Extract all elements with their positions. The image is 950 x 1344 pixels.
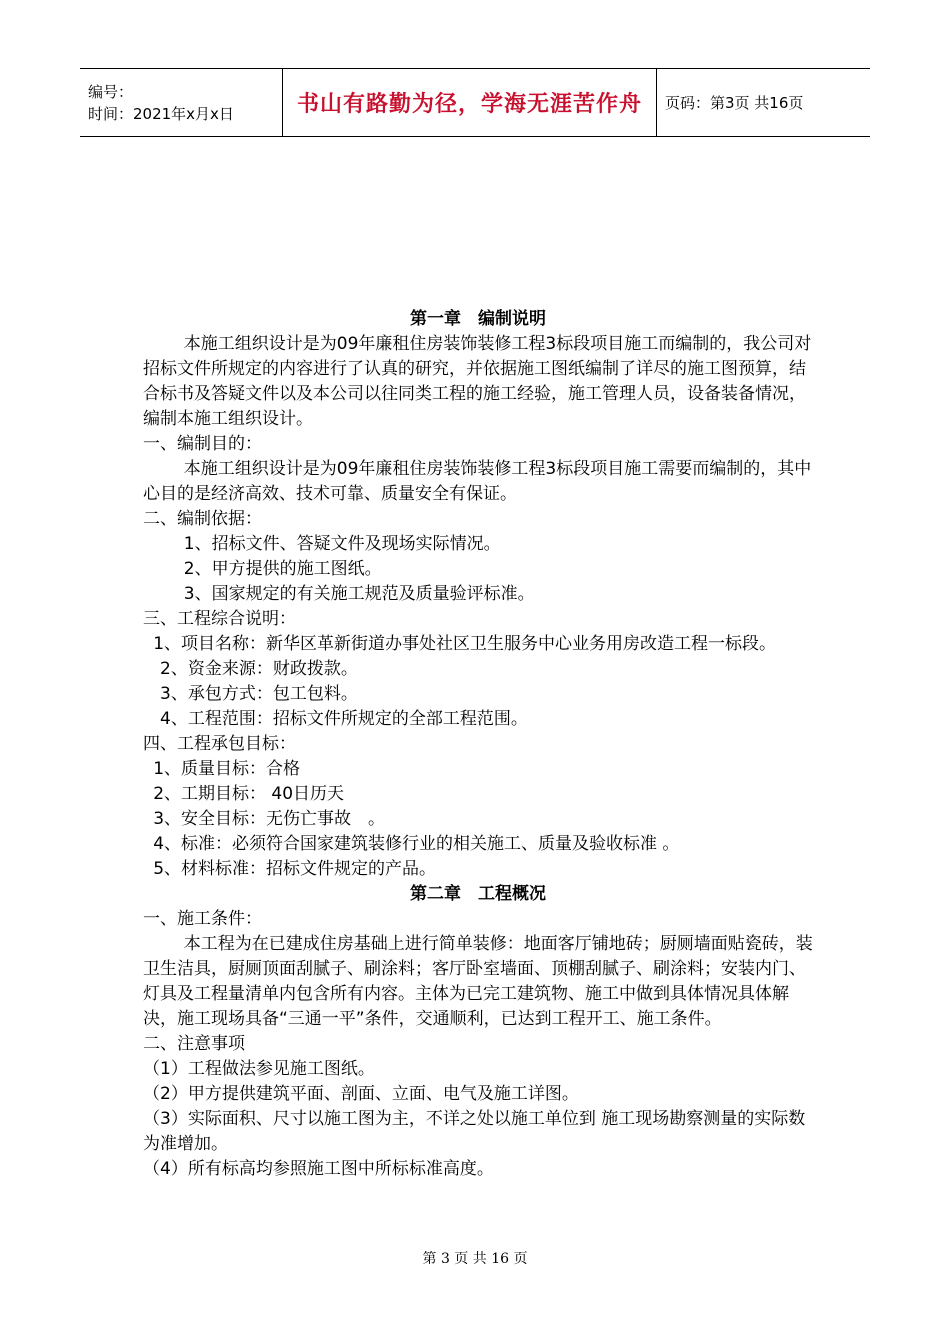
list-item: （4）所有标高均参照施工图中所标标准高度。 — [143, 1159, 494, 1179]
list-item: （2）甲方提供建筑平面、剖面、立面、电气及施工详图。 — [143, 1084, 579, 1104]
list-item: 4、标准：必须符合国家建筑装修行业的相关施工、质量及验收标准 。 — [153, 834, 680, 854]
header-meta — [80, 69, 282, 136]
section-title: 一、施工条件： — [143, 909, 262, 929]
list-item: 1、招标文件、答疑文件及现场实际情况。 — [183, 534, 501, 554]
list-item: 2、资金来源：财政拨款。 — [160, 659, 358, 679]
list-item: 3、安全目标：无伤亡事故 。 — [153, 809, 386, 829]
list-item: 1、质量目标：合格 — [153, 759, 301, 779]
header-motto-cell — [282, 69, 657, 136]
section-title: 二、注意事项 — [143, 1034, 245, 1054]
chapter2-title: 第二章 工程概况 — [410, 884, 546, 904]
list-item: 3、国家规定的有关施工规范及质量验评标准。 — [183, 584, 535, 604]
list-item: 5、材料标准：招标文件规定的产品。 — [153, 859, 437, 879]
header-page-cell — [657, 69, 870, 136]
paragraph: 本施工组织设计是为09年廉租住房装饰装修工程3标段项目施工需要而编制的，其中心目的是经济高效、技术可靠、质量安全有保证。 — [143, 459, 812, 504]
list-item: 4、工程范围：招标文件所规定的全部工程范围。 — [160, 709, 528, 729]
motto: 书山有路勤为径，学海无涯苦作舟 — [296, 92, 642, 117]
list-item: 2、甲方提供的施工图纸。 — [183, 559, 382, 579]
list-item: （1）工程做法参见施工图纸。 — [143, 1059, 375, 1079]
time-label: 时间：2021年x月x日 — [88, 104, 234, 123]
section-title: 一、编制目的： — [143, 434, 262, 454]
section-title: 二、编制依据： — [143, 509, 262, 529]
paragraph: 本工程为在已建成住房基础上进行简单装修：地面客厅铺地砖；厨厕墙面贴瓷砖，装卫生洁具，厨厕顶面刮腻子、刷涂料；客厅卧室墙面、顶棚刮腻子、刷涂料；安装内门、灯具及工程量清单内包含所有内容。主体为已完工建筑物、施工中做到具体情况具体解决，施工现场具备“三通一平”条件，交通顺利，已达到工程开工、施工条件。 — [143, 934, 813, 1029]
list-item: 3、承包方式：包工包料。 — [160, 684, 358, 704]
chapter1-intro: 本施工组织设计是为09年廉租住房装饰装修工程3标段项目施工而编制的，我公司对招标文件所规定的内容进行了认真的研究，并依据施工图纸编制了详尽的施工图预算，结合标书及答疑文件以及本公司以往同类工程的施工经验，施工管理人员，设备装备情况，编制本施工组织设计。 — [143, 334, 812, 429]
document-body — [143, 307, 813, 1182]
number-label: 编号： — [88, 82, 134, 101]
section-title: 三、工程综合说明： — [143, 609, 296, 629]
list-item: （3）实际面积、尺寸以施工图为主，不详之处以施工单位到 施工现场勘察测量的实际数为准增加。 — [143, 1109, 806, 1154]
list-item: 1、项目名称：新华区革新街道办事处社区卫生服务中心业务用房改造工程一标段。 — [153, 634, 777, 654]
list-item: 2、工期目标： 40日历天 — [153, 784, 345, 804]
page-label: 页码：第3页 共16页 — [665, 94, 804, 112]
header-table — [80, 68, 870, 137]
chapter1-title: 第一章 编制说明 — [410, 309, 546, 329]
page-footer: 第 3 页 共 16 页 — [422, 1251, 528, 1267]
section-title: 四、工程承包目标： — [143, 734, 296, 754]
